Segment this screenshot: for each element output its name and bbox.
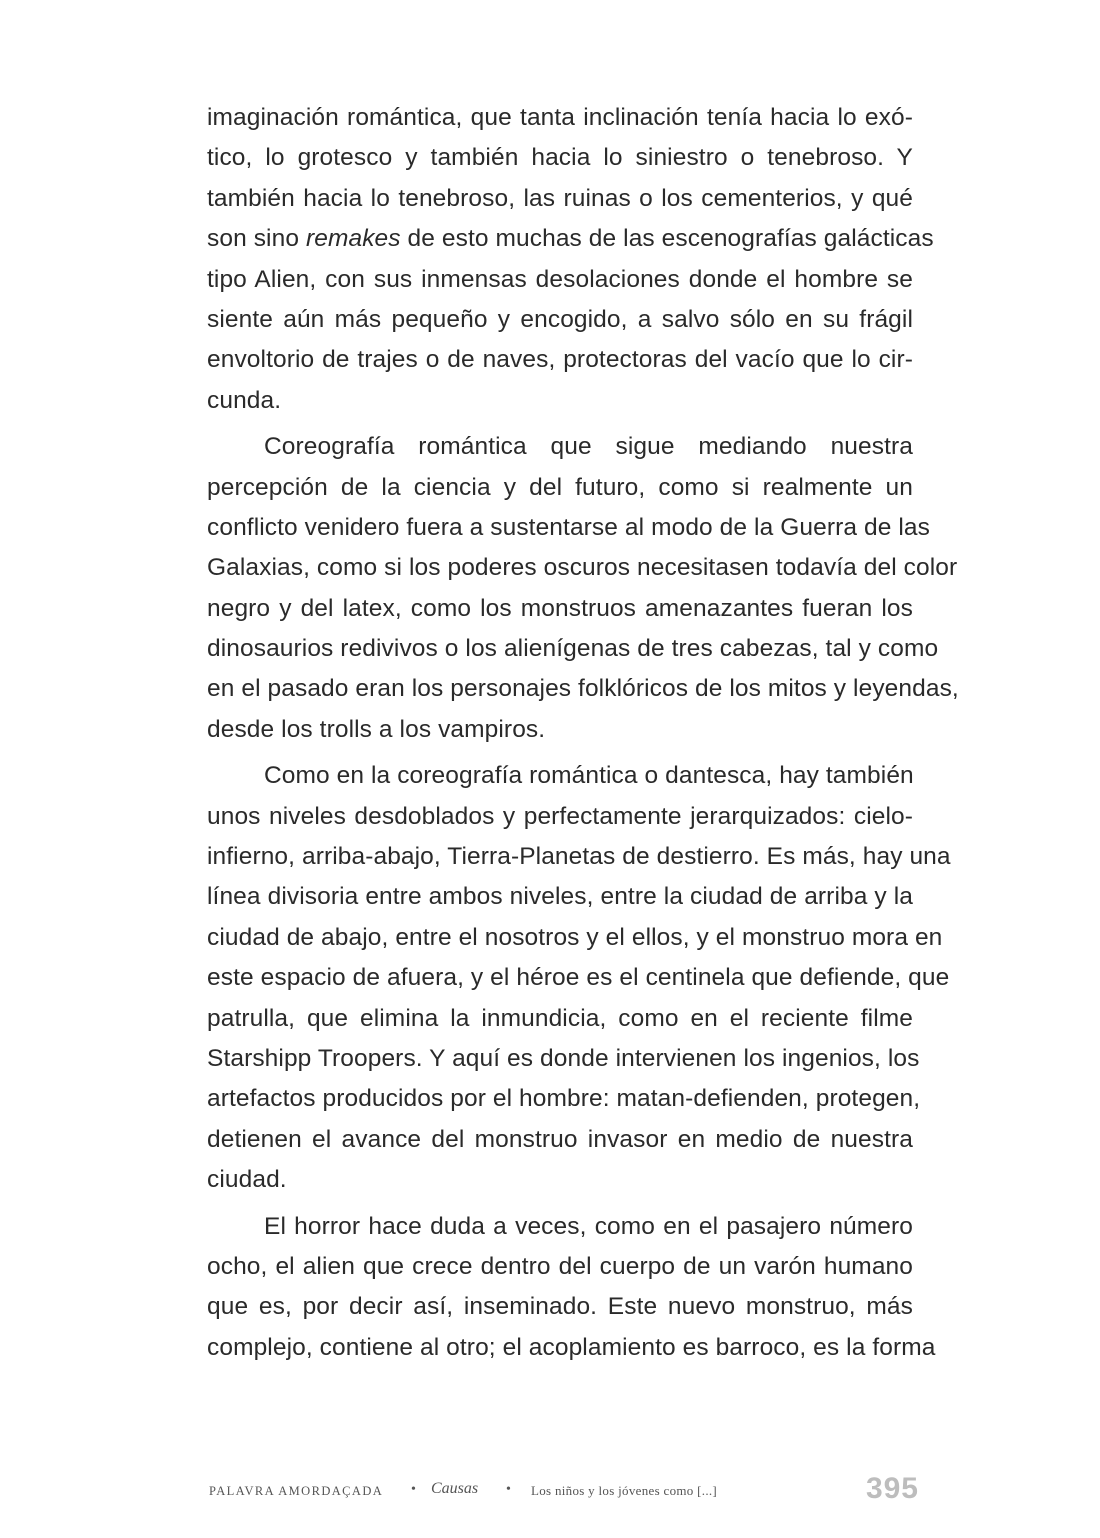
text-line: patrulla, que elimina la inmundicia, como en el reciente filme bbox=[207, 1004, 913, 1032]
text-line: también hacia lo tenebroso, las ruinas o los cementerios, y qué bbox=[207, 184, 913, 212]
text-line: negro y del latex, como los monstruos amenazantes fueran los bbox=[207, 594, 913, 622]
page-number: 395 bbox=[865, 1472, 919, 1505]
text-line: desde los trolls a los vampiros. bbox=[207, 715, 546, 743]
text-line: ciudad de abajo, entre el nosotros y el ellos, y el monstruo mora en bbox=[207, 923, 943, 951]
footer-bullet: • bbox=[411, 1482, 416, 1497]
text-line: El horror hace duda a veces, como en el pasajero número bbox=[264, 1212, 913, 1240]
text-line: imaginación romántica, que tanta inclinación tenía hacia lo exó- bbox=[207, 104, 913, 131]
paragraph bbox=[207, 98, 934, 421]
text-line: complejo, contiene al otro; el acoplamiento es barroco, es la forma bbox=[207, 1333, 936, 1361]
text-line: Starshipp Troopers. Y aquí es donde intervienen los ingenios, los bbox=[207, 1044, 920, 1072]
footer-journal-title: PALAVRA AMORDAÇADA bbox=[209, 1484, 384, 1498]
italic-term: remakes bbox=[305, 225, 401, 253]
text-line: tico, lo grotesco y también hacia lo siniestro o tenebroso. Y bbox=[207, 144, 913, 172]
footer-bullet: • bbox=[506, 1482, 511, 1497]
text-run: de esto muchas de las escenografías galácticas bbox=[400, 225, 934, 253]
text-line: unos niveles desdoblados y perfectamente jerarquizados: cielo- bbox=[207, 802, 913, 830]
text-line: percepción de la ciencia y del futuro, como si realmente un bbox=[207, 473, 913, 501]
text-line: línea divisoria entre ambos niveles, entre la ciudad de arriba y la bbox=[207, 883, 913, 911]
text-line: Como en la coreografía romántica o dantesca, hay también bbox=[264, 762, 914, 790]
text-line: infierno, arriba-abajo, Tierra-Planetas de destierro. Es más, hay una bbox=[207, 843, 951, 871]
text-line: ocho, el alien que crece dentro del cuerpo de un varón humano bbox=[207, 1252, 913, 1280]
text-line: cunda. bbox=[207, 386, 282, 414]
text-line bbox=[207, 219, 934, 259]
page-footer bbox=[209, 1472, 921, 1512]
footer-section: Causas bbox=[431, 1480, 479, 1497]
text-line: este espacio de afuera, y el héroe es el centinela que defiende, que bbox=[207, 964, 950, 992]
paragraph bbox=[207, 1207, 936, 1369]
text-line: siente aún más pequeño y encogido, a salvo sólo en su frágil bbox=[207, 305, 913, 333]
paragraph bbox=[207, 427, 959, 750]
text-line: Coreografía romántica que sigue mediando nuestra bbox=[264, 433, 913, 461]
text-line: artefactos producidos por el hombre: matan-defienden, protegen, bbox=[207, 1085, 921, 1113]
text-line: conflicto venidero fuera a sustentarse al modo de la Guerra de las bbox=[207, 513, 930, 541]
footer-article-title: Los niños y los jóvenes como [...] bbox=[531, 1483, 718, 1498]
text-line: tipo Alien, con sus inmensas desolaciones donde el hombre se bbox=[207, 265, 913, 293]
paragraph bbox=[207, 756, 951, 1200]
text-line: que es, por decir así, inseminado. Este nuevo monstruo, más bbox=[207, 1293, 913, 1321]
body-text bbox=[207, 98, 959, 1368]
text-line: en el pasado eran los personajes folklóricos de los mitos y leyendas, bbox=[207, 675, 959, 703]
text-run: son sino bbox=[207, 225, 306, 253]
text-line: ciudad. bbox=[207, 1166, 287, 1194]
text-line: detienen el avance del monstruo invasor en medio de nuestra bbox=[207, 1125, 913, 1153]
text-line: dinosaurios redivivos o los alienígenas de tres cabezas, tal y como bbox=[207, 635, 939, 663]
text-line: Galaxias, como si los poderes oscuros necesitasen todavía del color bbox=[207, 554, 958, 582]
text-line: envoltorio de trajes o de naves, protectoras del vacío que lo cir- bbox=[207, 346, 913, 374]
